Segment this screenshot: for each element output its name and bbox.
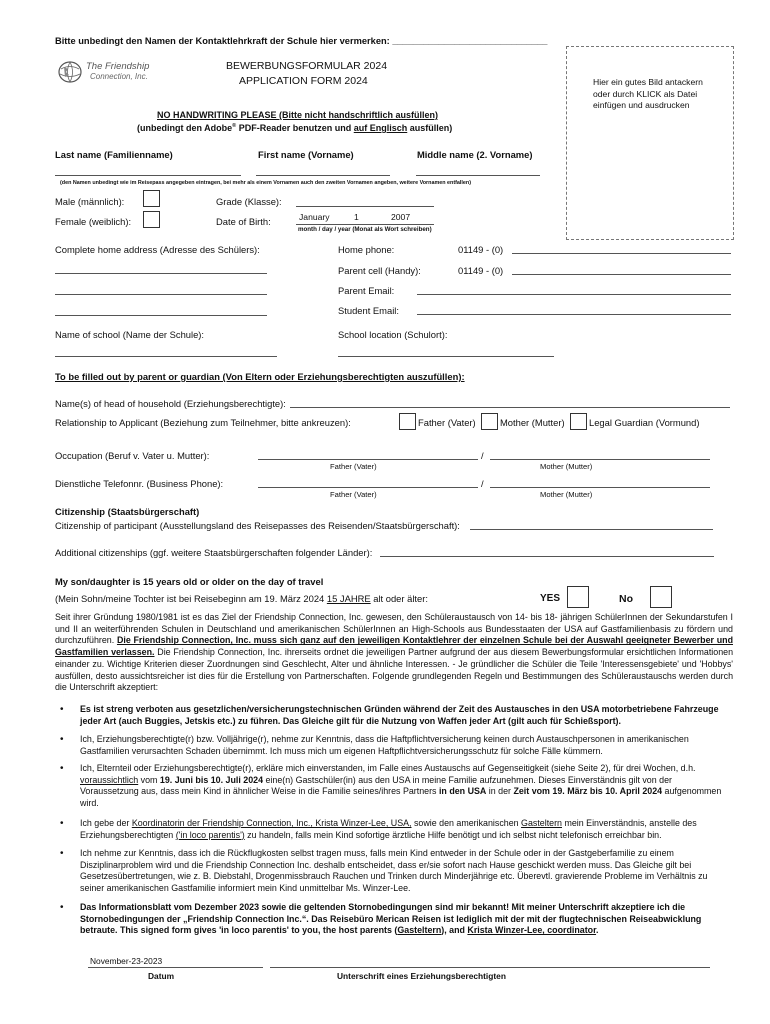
first-name-field[interactable] bbox=[256, 175, 390, 176]
address-line-3[interactable] bbox=[55, 315, 267, 316]
middle-name-field[interactable] bbox=[416, 175, 540, 176]
dob-year[interactable]: 2007 bbox=[391, 212, 411, 222]
bullet-6: • bbox=[60, 902, 64, 913]
legal-guardian-checkbox[interactable] bbox=[570, 413, 587, 430]
yes-label: YES bbox=[540, 593, 561, 604]
student-email-label: Student Email: bbox=[338, 305, 399, 316]
photo-placeholder[interactable] bbox=[566, 46, 734, 240]
dob-hint: month / day / year (Monat als Wort schreiben) bbox=[298, 226, 432, 233]
bullet-2: • bbox=[60, 734, 64, 745]
signature-line[interactable] bbox=[270, 967, 710, 968]
male-checkbox[interactable] bbox=[143, 190, 160, 207]
occupation-slash: / bbox=[481, 450, 484, 461]
student-email-field[interactable] bbox=[417, 314, 731, 315]
bullet-3: • bbox=[60, 763, 64, 774]
father-business-phone-field[interactable] bbox=[258, 487, 478, 488]
mother-checkbox[interactable] bbox=[481, 413, 498, 430]
grade-field[interactable] bbox=[296, 206, 434, 207]
friendship-logo bbox=[56, 60, 166, 84]
father-caption-2: Father (Vater) bbox=[330, 490, 377, 499]
age-sub: (Mein Sohn/meine Tochter ist bei Reisebeginn am 19. März 2024 15 JAHRE alt oder älter: bbox=[55, 593, 428, 604]
address-line-1[interactable] bbox=[55, 273, 267, 274]
reader-note: (unbedingt den Adobe® PDF-Reader benutzen und auf Englisch ausfüllen) bbox=[137, 123, 453, 133]
dob-label: Date of Birth: bbox=[216, 216, 271, 227]
rule-in-loco-parentis: Ich gebe der Koordinatorin der Friendship Connection, Inc., Krista Winzer-Lee, USA, sowie den amerikanischen Gasteltern mein Einverständnis, anstelle des Erziehungsberechtigten ('in loco parentis') zu handeln, falls mein Kind sofortige ärztliche Hilfe benötigt und ich selbst nicht telefonisch erreichbar bin. bbox=[80, 818, 697, 840]
date-value[interactable]: November-23-2023 bbox=[90, 956, 163, 966]
female-label: Female (weiblich): bbox=[55, 216, 132, 227]
school-location-label: School location (Schulort): bbox=[338, 329, 448, 340]
father-option-label: Father (Vater) bbox=[418, 417, 476, 428]
father-checkbox[interactable] bbox=[399, 413, 416, 430]
last-name-field[interactable] bbox=[55, 175, 241, 176]
no-label: No bbox=[619, 593, 633, 605]
home-phone-label: Home phone: bbox=[338, 244, 395, 255]
additional-citizenship-label: Additional citizenships (ggf. weitere Staatsbürgerschaften folgender Länder): bbox=[55, 547, 373, 558]
title-de: BEWERBUNGSFORMULAR 2024 bbox=[226, 60, 388, 72]
bullet-5: • bbox=[60, 848, 64, 859]
teacher-name-note: Bitte unbedingt den Namen der Kontaktlehrkraft der Schule hier vermerken: ______________________________ bbox=[55, 36, 548, 46]
guardian-heading: To be filled out by parent or guardian (Von Eltern oder Erziehungsberechtigten auszufüllen): bbox=[55, 371, 465, 382]
logo-text-1: The Friendship bbox=[86, 61, 150, 72]
first-name-label: First name (Vorname) bbox=[258, 149, 354, 160]
rule-cancellation: Das Informationsblatt vom Dezember 2023 sowie die geltenden Stornobedingungen sind mir bekannt! Mit meiner Unterschrift akzeptiere ich die Stornobedingungen der „Friendship Connection Inc.“. Das Reisebüro Merican Reisen ist lediglich mit der mit der flugtechnischen Reiseabwicklung betraute. This signed form gives 'in loco parentis' to you, the host parents (Gasteltern), and Krista Winzer-Lee, coordinator. bbox=[80, 902, 702, 936]
rule-liability: Ich, Erziehungsberechtigte(r) bzw. Volljährige(r), nehme zur Kenntnis, dass die Haftpflichtversicherung keinen durch Austauschpersonen in amerikanischen Gastfamilien verursachten Schaden übernimmt. Ich muss mich um eigenen Haftpflichtversicherungsschutz für solche Fälle kümmern. bbox=[80, 734, 689, 756]
yes-checkbox[interactable] bbox=[567, 586, 589, 608]
additional-citizenship-field[interactable] bbox=[380, 556, 714, 557]
rule-vehicles-weapons: Es ist streng verboten aus gesetzlichen/versicherungstechnischen Gründen während der Zeit des Austausches in den USA motorbetriebene Fahrzeuge jeder Art (auch Buggies, Jetskis etc.) zu führen. Das Gleiche gilt für die Nutzung von Waffen jeder Art (gilt auch für Schießsport). bbox=[80, 704, 719, 726]
parent-cell-prefix: 01149 - (0) bbox=[458, 265, 504, 276]
male-label: Male (männlich): bbox=[55, 196, 125, 207]
dob-day[interactable]: 1 bbox=[354, 212, 359, 222]
legal-guardian-option-label: Legal Guardian (Vormund) bbox=[589, 417, 700, 428]
title-en: APPLICATION FORM 2024 bbox=[239, 75, 368, 87]
mother-business-phone-field[interactable] bbox=[490, 487, 710, 488]
logo-text-2: Connection, Inc. bbox=[90, 72, 148, 81]
occupation-label: Occupation (Beruf v. Vater u. Mutter): bbox=[55, 450, 210, 461]
father-caption-1: Father (Vater) bbox=[330, 462, 377, 471]
head-of-household-field[interactable] bbox=[290, 407, 730, 408]
dob-field-line bbox=[296, 224, 434, 225]
intro-paragraph: Seit ihrer Gründung 1980/1981 ist es das Ziel der Friendship Connection, Inc. gewesen, den Schüleraustausch von 14- bis 18- jährigen SchülerInnen der Sekundarstufen I und II an weiterführenden Schulen in Deutschland und amerikanischen SchülerInnen an High-Schools aus Bundesstaaten der USA auf Gastfamilienbasis zu fördern und durchzuführen. Die Friendship Connection, Inc. muss sich ganz auf den jeweiligen Kontaktlehrer der einzelnen Schule bei der Auswahl geeigneter Bewerber und Gastfamilien verlassen. Die Friendship Connection, Inc. ihrerseits ordnet die jeweiligen Partner aufgrund der aus diesem Bewerbungsformular ersichtlichen Informationen einander zu. Wichtige Kriterien dieser Zuordnungen sind Geschlecht, Alter und ähnliche Interessen. - Je gründlicher die Schüler die Teile 'Interessensgebiete' und 'Hobbys' ausfüllen, desto aussichtsreicher ist dies für die Erstellung von Partnerschaften. Folgende grundlegenden Regeln und Bestimmungen des Schüleraustauschs werden durch die Unterschrift akzeptiert: bbox=[55, 612, 734, 693]
school-location-field[interactable] bbox=[338, 356, 554, 357]
mother-option-label: Mother (Mutter) bbox=[500, 417, 565, 428]
parent-cell-label: Parent cell (Handy): bbox=[338, 265, 421, 276]
photo-note: Hier ein gutes Bild antackern oder durch KLICK als Datei einfügen und ausdrucken bbox=[593, 77, 703, 110]
address-label: Complete home address (Adresse des Schülers): bbox=[55, 244, 260, 255]
middle-name-label: Middle name (2. Vorname) bbox=[417, 149, 533, 160]
parent-cell-field[interactable] bbox=[512, 274, 731, 275]
name-hint: (den Namen unbedingt wie im Reisepass angegeben eintragen, bei mehr als einem Vornamen auch den zweiten Vornamen angeben, weitere Vornamen entfallen) bbox=[60, 180, 471, 186]
father-occupation-field[interactable] bbox=[258, 459, 478, 460]
grade-label: Grade (Klasse): bbox=[216, 196, 282, 207]
phone-slash: / bbox=[481, 478, 484, 489]
citizenship-label: Citizenship of participant (Ausstellungsland des Reisepasses des Reisenden/Staatsbürgerschaft): bbox=[55, 520, 460, 531]
school-name-field[interactable] bbox=[55, 356, 277, 357]
parent-email-label: Parent Email: bbox=[338, 285, 395, 296]
home-phone-prefix: 01149 - (0) bbox=[458, 244, 504, 255]
rule-return-flight: Ich nehme zur Kenntnis, dass ich die Rückflugkosten selbst tragen muss, falls mein Kind entweder in der Schule oder in der Gastgeberfamilie zu einem Disziplinarproblem wird und die Friendship Connection Inc. deshalb entscheidet, dass er/sie sofort nach Hause geschickt werden muss. Das Gleiche gilt bei Gesetzesübertretungen, wie z. B. Diebstahl, Drogenmissbrauch Rauchen und Trinken durch Minderjährige etc. Überevtl. gravierende Probleme im Verhältnis zu seiner amerikanischen Gastfamilie informiert mein Kind unmittelbar Ms. Winzer-Lee. bbox=[80, 848, 708, 894]
citizenship-heading: Citizenship (Staatsbürgerschaft) bbox=[55, 506, 200, 517]
date-line bbox=[88, 967, 263, 968]
bullet-4: • bbox=[60, 818, 64, 829]
home-phone-field[interactable] bbox=[512, 253, 731, 254]
signature-label: Unterschrift eines Erziehungsberechtigten bbox=[337, 971, 506, 981]
mother-caption-1: Mother (Mutter) bbox=[540, 462, 593, 471]
age-heading: My son/daughter is 15 years old or older on the day of travel bbox=[55, 576, 324, 587]
dob-month[interactable]: January bbox=[299, 212, 330, 222]
citizenship-field[interactable] bbox=[470, 529, 713, 530]
date-label: Datum bbox=[148, 971, 175, 981]
address-line-2[interactable] bbox=[55, 294, 267, 295]
mother-occupation-field[interactable] bbox=[490, 459, 710, 460]
no-checkbox[interactable] bbox=[650, 586, 672, 608]
female-checkbox[interactable] bbox=[143, 211, 160, 228]
school-name-label: Name of school (Name der Schule): bbox=[55, 329, 205, 340]
head-of-household-label: Name(s) of head of household (Erziehungsberechtigte): bbox=[55, 398, 286, 409]
globe-icon bbox=[56, 60, 86, 84]
no-handwriting-note: NO HANDWRITING PLEASE (Bitte nicht handschriftlich ausfüllen) bbox=[157, 110, 439, 120]
relationship-label: Relationship to Applicant (Beziehung zum Teilnehmer, bitte ankreuzen): bbox=[55, 417, 351, 428]
business-phone-label: Dienstliche Telefonnr. (Business Phone): bbox=[55, 478, 224, 489]
last-name-label: Last name (Familienname) bbox=[55, 149, 173, 160]
mother-caption-2: Mother (Mutter) bbox=[540, 490, 593, 499]
parent-email-field[interactable] bbox=[417, 294, 731, 295]
bullet-1: • bbox=[60, 704, 64, 715]
rule-hosting: Ich, Elternteil oder Erziehungsberechtigte(r), erkläre mich einverstanden, im Falle eines Austauschs auf Gegenseitigkeit (siehe Seite 2), für drei Wochen, d.h. voraussichtlich vom 19. Juni bis 10. Juli 2024 eine(n) Gastschüler(in) aus den USA in meine Familie aufzunehmen. Dieses Einverständnis gilt von der Voraussetzung aus, dass mein Kind in ähnlicher Weise in die Familie seines/ihres Partners in den USA in der Zeit vom 19. März bis 10. April 2024 aufgenommen wird. bbox=[80, 763, 722, 809]
